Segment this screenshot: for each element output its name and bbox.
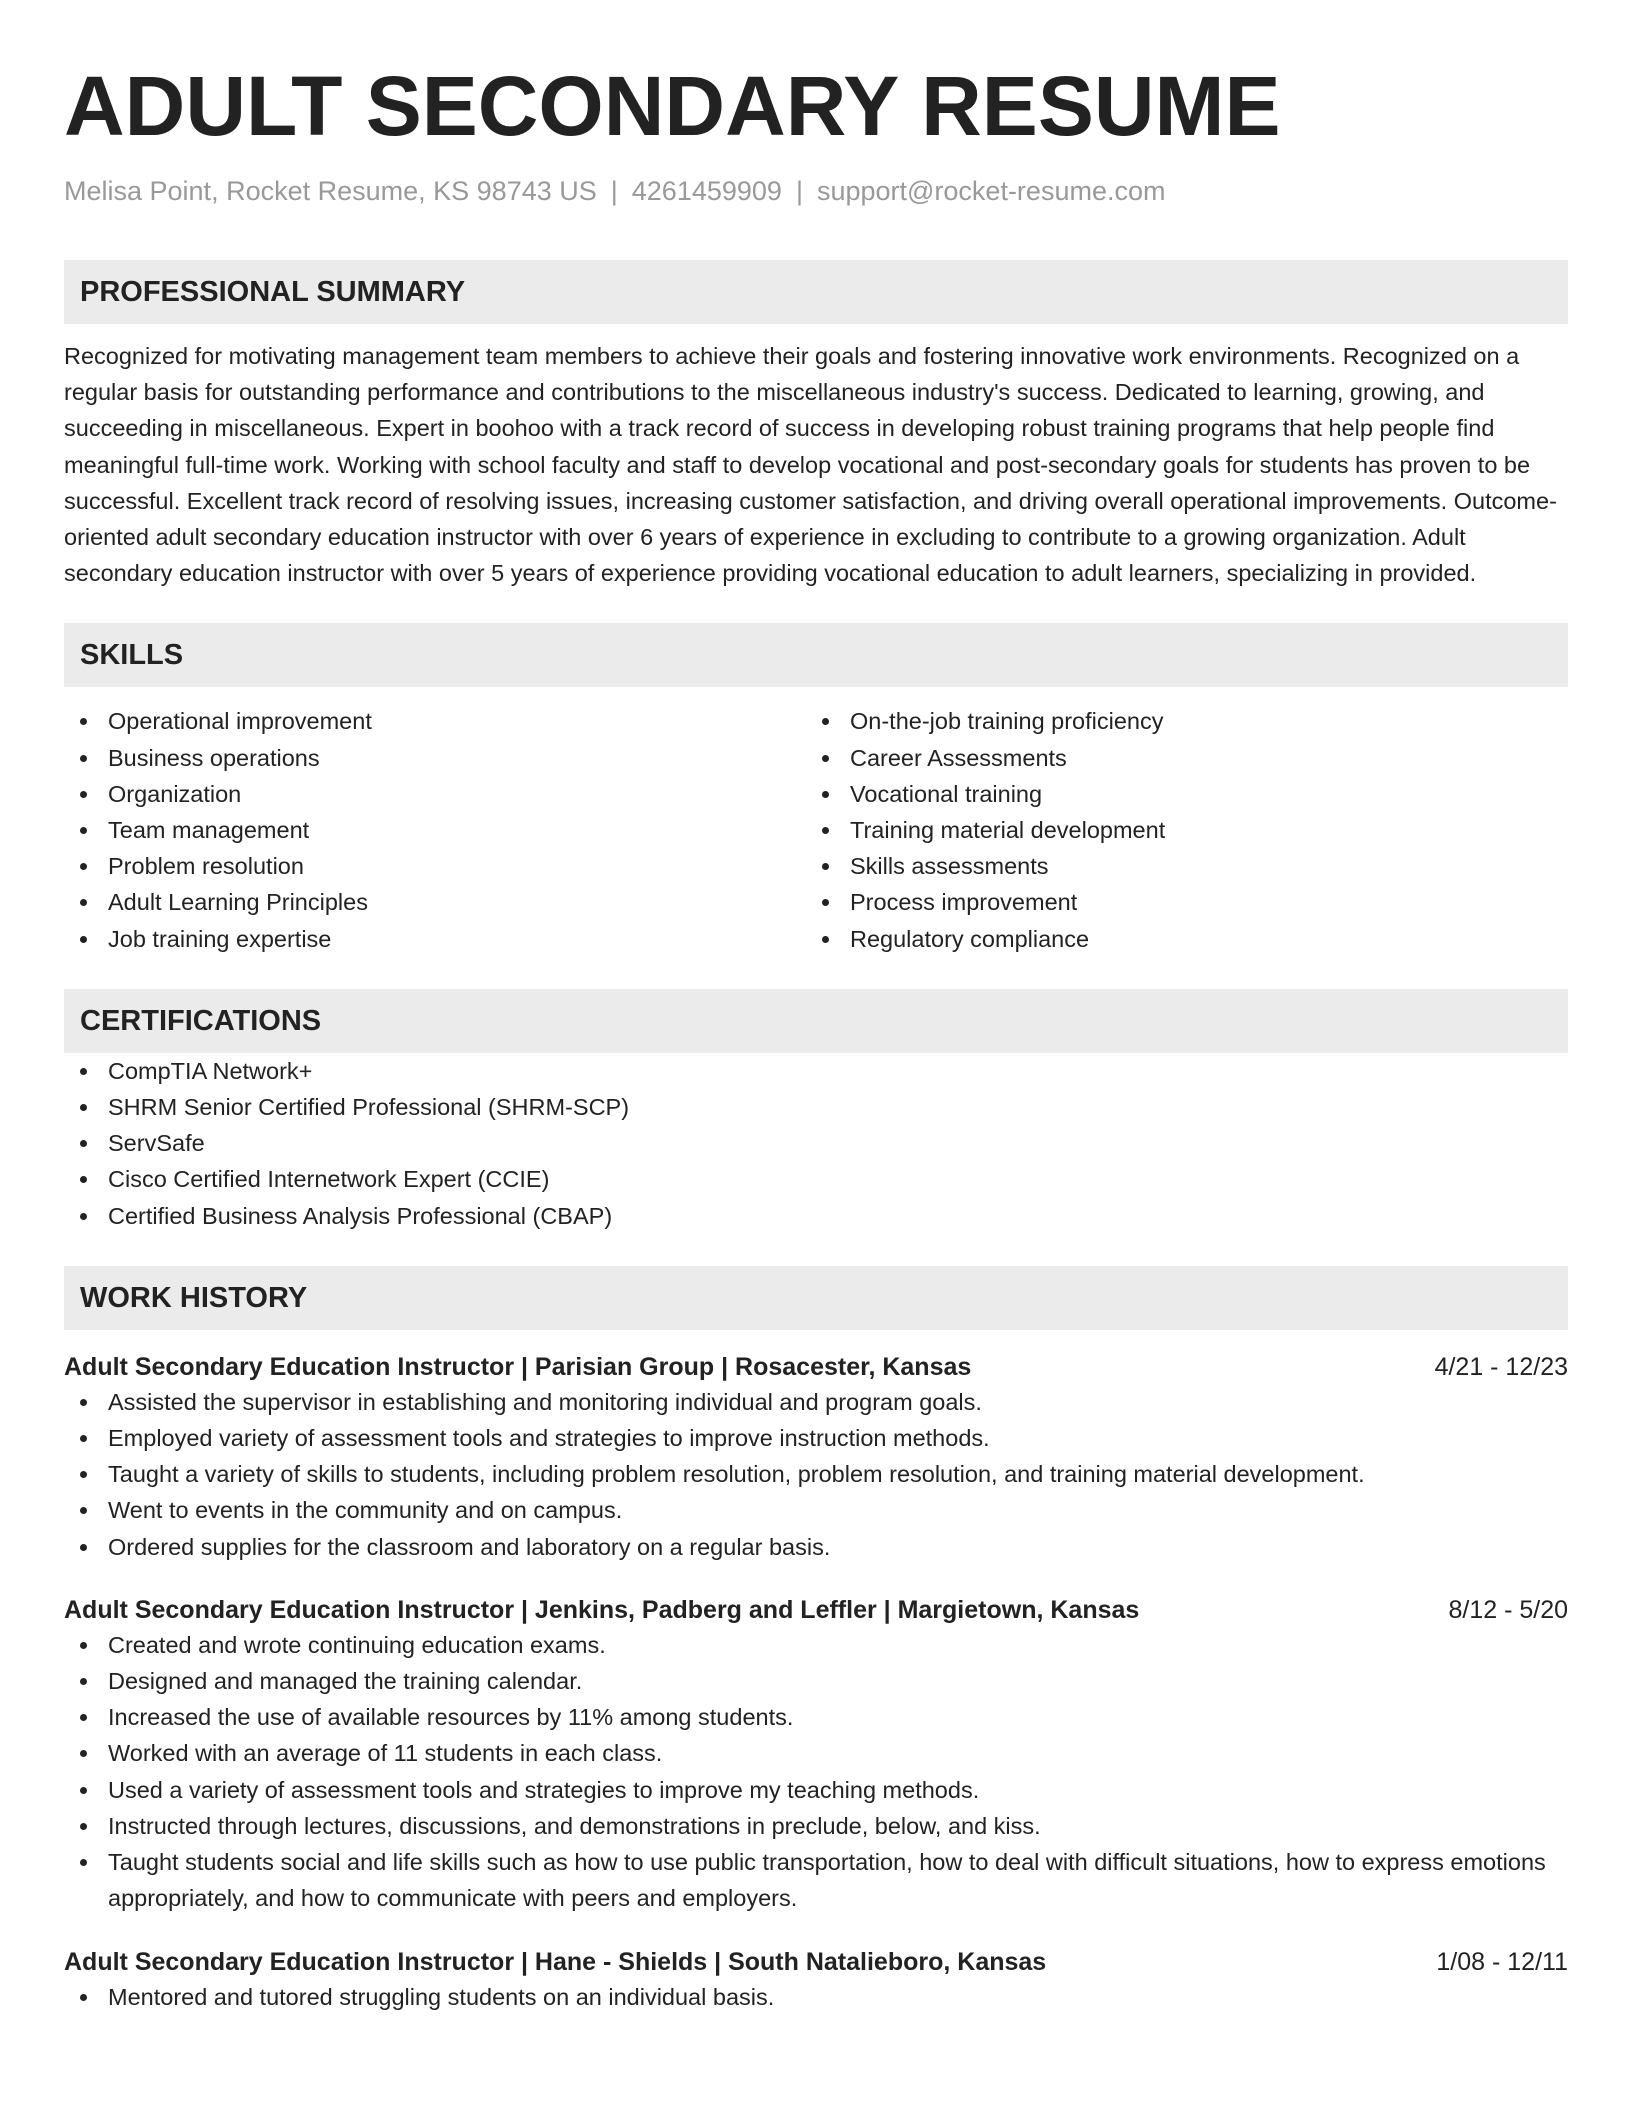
skill-item: Business operations	[64, 740, 806, 776]
job-bullet: Used a variety of assessment tools and strategies to improve my teaching methods.	[64, 1772, 1568, 1808]
job-title: Adult Secondary Education Instructor | Jenkins, Padberg and Leffler | Margietown, Kansas	[64, 1595, 1140, 1624]
work-history-heading: WORK HISTORY	[64, 1266, 1568, 1330]
skills-section	[64, 623, 1568, 956]
certification-item: Certified Business Analysis Professional (CBAP)	[64, 1198, 1568, 1234]
job-bullet: Designed and managed the training calendar.	[64, 1663, 1568, 1699]
job-dates: 8/12 - 5/20	[1448, 1595, 1568, 1624]
work-history-section	[64, 1266, 1568, 2015]
resume-page	[64, 56, 1568, 2015]
certification-item: Cisco Certified Internetwork Expert (CCIE)	[64, 1161, 1568, 1197]
contact-separator: |	[795, 176, 803, 206]
job-bullet: Employed variety of assessment tools and strategies to improve instruction methods.	[64, 1420, 1568, 1456]
contact-separator: |	[610, 176, 618, 206]
job-header	[64, 1350, 1568, 1384]
skill-item: Adult Learning Principles	[64, 884, 806, 920]
skill-item: Operational improvement	[64, 703, 806, 739]
skill-item: On-the-job training proficiency	[806, 703, 1548, 739]
contact-email: support@rocket-resume.com	[816, 176, 1166, 206]
skill-item: Team management	[64, 812, 806, 848]
skills-column-left	[64, 703, 806, 956]
job-bullet: Mentored and tutored struggling students on an individual basis.	[64, 1979, 1568, 2015]
job-bullet: Created and wrote continuing education exams.	[64, 1627, 1568, 1663]
job-bullets	[64, 1979, 1568, 2015]
contact-address: Melisa Point, Rocket Resume, KS 98743 US	[64, 176, 597, 206]
skill-item: Job training expertise	[64, 921, 806, 957]
job-bullet: Went to events in the community and on campus.	[64, 1492, 1568, 1528]
skill-item: Problem resolution	[64, 848, 806, 884]
job-header	[64, 1593, 1568, 1627]
skill-item: Process improvement	[806, 884, 1548, 920]
job-bullet: Taught a variety of skills to students, including problem resolution, problem resolution, and training material development.	[64, 1456, 1568, 1492]
resume-title: ADULT SECONDARY RESUME	[64, 59, 1281, 153]
job-entry	[64, 1945, 1568, 2015]
job-bullet: Increased the use of available resources by 11% among students.	[64, 1699, 1568, 1735]
certifications-heading: CERTIFICATIONS	[64, 989, 1568, 1053]
certifications-section	[64, 989, 1568, 1234]
job-title: Adult Secondary Education Instructor | Parisian Group | Rosacester, Kansas	[64, 1352, 972, 1381]
skill-item: Skills assessments	[806, 848, 1548, 884]
skills-heading: SKILLS	[64, 623, 1568, 687]
job-title: Adult Secondary Education Instructor | Hane - Shields | South Natalieboro, Kansas	[64, 1947, 1047, 1976]
job-bullets	[64, 1384, 1568, 1565]
certifications-list	[64, 1053, 1568, 1234]
summary-heading: PROFESSIONAL SUMMARY	[64, 260, 1568, 324]
job-dates: 4/21 - 12/23	[1434, 1352, 1568, 1381]
skill-item: Training material development	[806, 812, 1548, 848]
skill-item: Organization	[64, 776, 806, 812]
contact-phone: 4261459909	[631, 176, 782, 206]
job-bullets	[64, 1627, 1568, 1917]
job-bullet: Instructed through lectures, discussions, and demonstrations in preclude, below, and kiss.	[64, 1808, 1568, 1844]
skill-item: Vocational training	[806, 776, 1548, 812]
job-header	[64, 1945, 1568, 1979]
certification-item: SHRM Senior Certified Professional (SHRM-SCP)	[64, 1089, 1568, 1125]
skills-column-right	[806, 703, 1548, 956]
certification-item: CompTIA Network+	[64, 1053, 1568, 1089]
skill-item: Career Assessments	[806, 740, 1548, 776]
job-bullet: Worked with an average of 11 students in each class.	[64, 1735, 1568, 1771]
skill-item: Regulatory compliance	[806, 921, 1548, 957]
job-bullet: Assisted the supervisor in establishing and monitoring individual and program goals.	[64, 1384, 1568, 1420]
job-bullet: Ordered supplies for the classroom and laboratory on a regular basis.	[64, 1529, 1568, 1565]
contact-line	[64, 174, 1568, 208]
job-entry	[64, 1350, 1568, 1565]
certification-item: ServSafe	[64, 1125, 1568, 1161]
job-entry	[64, 1593, 1568, 1917]
summary-section	[64, 260, 1568, 591]
skills-grid	[64, 703, 1568, 956]
summary-text: Recognized for motivating management team members to achieve their goals and fostering innovative work environments. Recognized on a regular basis for outstanding performance and contributions to the miscellaneous industry's success. Dedicated to learning, growing, and succeeding in miscellaneous. Expert in boohoo with a track record of success in developing robust training programs that help people find meaningful full-time work. Working with school faculty and staff to develop vocational and post-secondary goals for students has proven to be successful. Excellent track record of resolving issues, increasing customer satisfaction, and driving overall operational improvements. Outcome-oriented adult secondary education instructor with over 6 years of experience in excluding to contribute to a growing organization. Adult secondary education instructor with over 5 years of experience providing vocational education to adult learners, specializing in provided.	[64, 343, 1557, 587]
job-bullet: Taught students social and life skills such as how to use public transportation, how to deal with difficult situations, how to express emotions appropriately, and how to communicate with peers and employers.	[64, 1844, 1568, 1916]
job-dates: 1/08 - 12/11	[1436, 1947, 1568, 1976]
